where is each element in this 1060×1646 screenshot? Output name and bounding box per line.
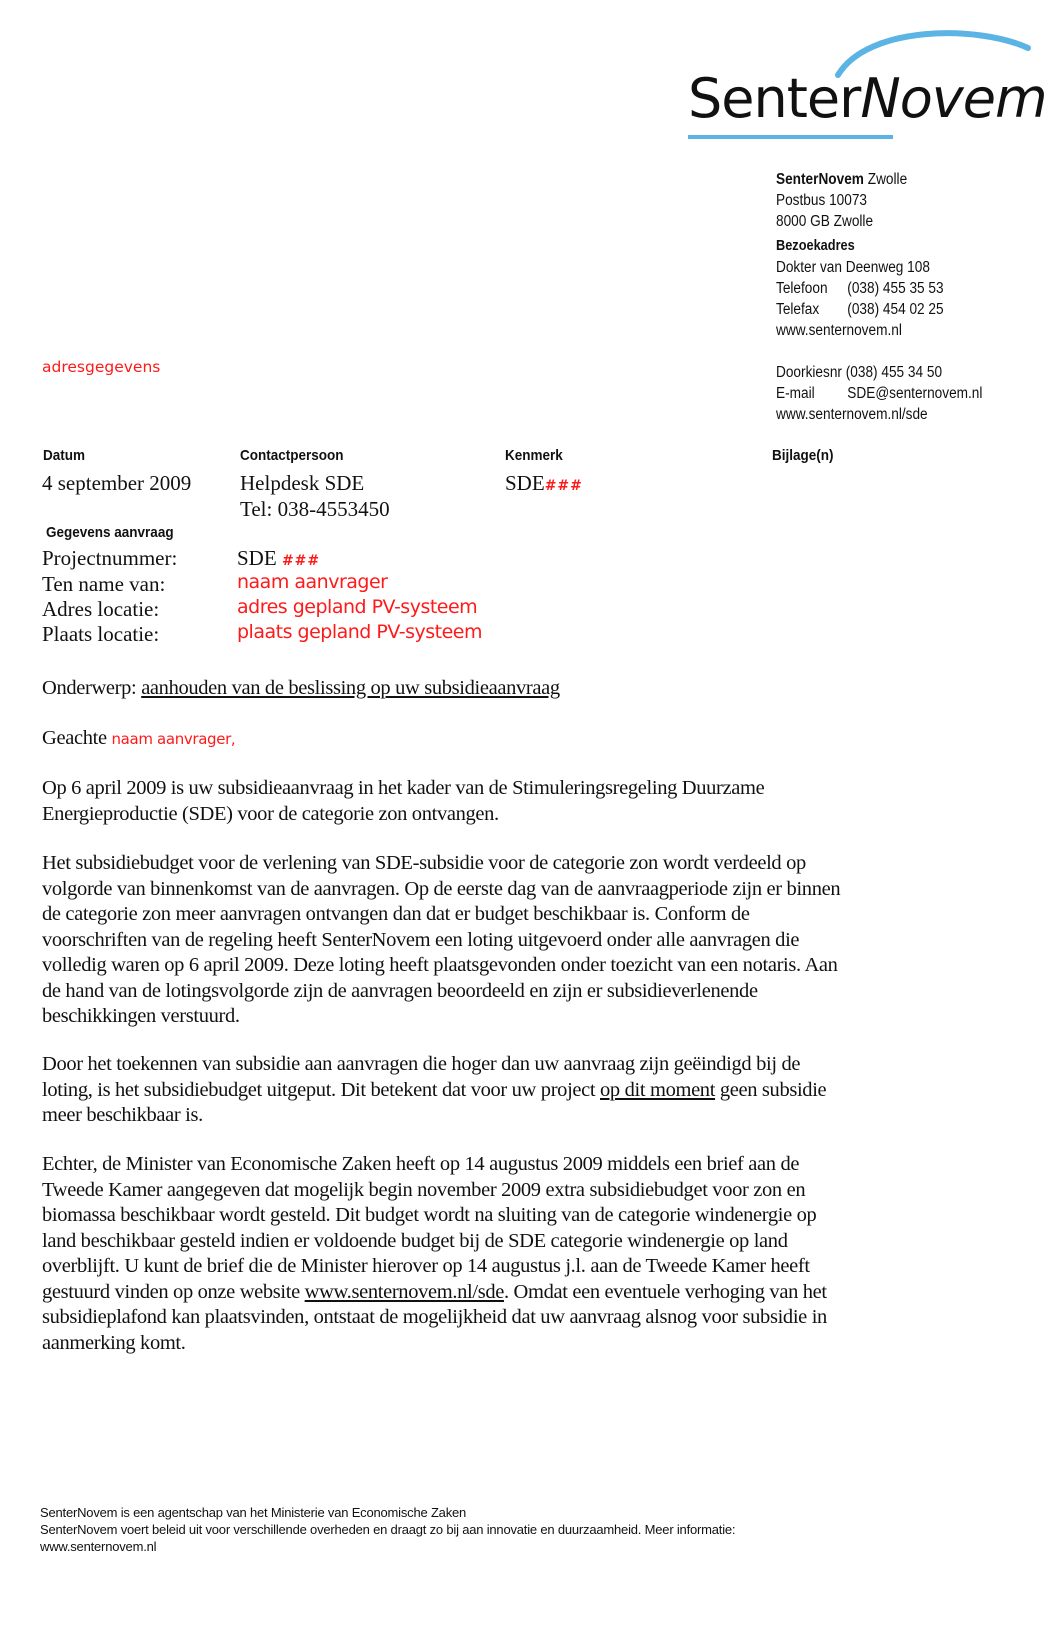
footer-line-2: SenterNovem voert beleid uit voor verschillende overheden en draagt zo bij aan innovatie en duurzaamheid. Meer informatie:	[40, 1522, 736, 1537]
sender-phone: Telefoon (038) 455 35 53	[776, 280, 944, 297]
date-label: Datum	[43, 447, 86, 464]
footer	[40, 1504, 735, 1555]
recipient-address-placeholder: adresgegevens	[42, 358, 161, 376]
visit-address-header: Bezoekadres	[776, 238, 855, 254]
contact-phone: Tel: 038-4553450	[240, 497, 390, 521]
emphasis-underline: op dit moment	[600, 1078, 716, 1101]
logo-wordmark	[688, 67, 1047, 130]
logo-novem: Novem	[860, 67, 1047, 130]
project-number-placeholder: ###	[281, 553, 321, 569]
sender-block	[776, 169, 982, 425]
paragraph-3: Door het toekennen van subsidie aan aanvragen die hoger dan uw aanvraag zijn geëindigd bij de loting, is het subsidiebudget uitgeput. Dit betekent dat voor uw project op dit moment geen subsidie meer beschikbaar is.	[42, 1053, 827, 1126]
website-link[interactable]: www.senternovem.nl/sde	[304, 1280, 504, 1303]
subject-text: aanhouden van de beslissing op uw subsidieaanvraag	[141, 677, 560, 699]
salutation: Geachte naam aanvrager,	[42, 727, 236, 749]
sender-postbus: Postbus 10073	[776, 192, 868, 209]
subject-line: Onderwerp: aanhouden van de beslissing op uw subsidieaanvraag	[42, 677, 560, 699]
footer-website[interactable]: www.senternovem.nl	[40, 1539, 157, 1554]
visit-street: Dokter van Deenweg 108	[776, 259, 930, 276]
address-placeholder: adres gepland PV-systeem	[237, 596, 478, 618]
request-row-name: Ten name van: naam aanvrager	[42, 571, 388, 596]
paragraph-2: Het subsidiebudget voor de verlening van SDE-subsidie voor de categorie zon wordt verdeeld op volgorde van binnenkomst van de aanvragen. Op de eerste dag van de aanvraagperiode zijn er binnen de categorie zon meer aanvragen ontvangen dan dat er budget beschikbaar is. Conform de voorschriften van de regeling heeft SenterNovem een loting uitgevoerd onder alle aanvragen die volledig waren op 6 april 2009. Deze loting heeft plaatsgevonden onder toezicht van een notaris. Aan de hand van de lotingsvolgorde zijn de aanvragen beoordeeld en zijn er subsidieverlenende beschikkingen verstuurd.	[42, 852, 841, 1027]
request-row-place: Plaats locatie: plaats gepland PV-systeem	[42, 621, 482, 646]
paragraph-1: Op 6 april 2009 is uw subsidieaanvraag in het kader van de Stimuleringsregeling Duurzame Energieproductie (SDE) voor de categorie zon ontvangen.	[42, 777, 765, 825]
request-row-address: Adres locatie: adres gepland PV-systeem	[42, 596, 478, 621]
sender-website[interactable]: www.senternovem.nl	[776, 322, 902, 339]
request-title: Gegevens aanvraag	[46, 524, 174, 541]
date-value: 4 september 2009	[42, 471, 192, 495]
logo-senter: Senter	[688, 67, 861, 130]
reference-placeholder: ###	[544, 478, 583, 494]
sender-fax: Telefax (038) 454 02 25	[776, 301, 944, 318]
attachments-label: Bijlage(n)	[772, 447, 834, 464]
sender-email: E-mail SDE@senternovem.nl	[776, 385, 983, 402]
salutation-name-placeholder: naam aanvrager,	[111, 730, 236, 748]
request-row-projectnumber: Projectnummer: SDE ###	[42, 546, 321, 570]
reference-value: SDE###	[505, 471, 583, 495]
reference-label: Kenmerk	[505, 447, 563, 464]
footer-line-1: SenterNovem is een agentschap van het Ministerie van Economische Zaken	[40, 1505, 467, 1520]
place-placeholder: plaats gepland PV-systeem	[237, 621, 482, 643]
contact-label: Contactpersoon	[240, 447, 344, 464]
sender-postcode: 8000 GB Zwolle	[776, 213, 874, 230]
contact-name: Helpdesk SDE	[240, 471, 365, 495]
senternovem-logo	[688, 20, 1047, 130]
direct-line: Doorkiesnr (038) 455 34 50	[776, 364, 943, 381]
paragraph-4: Echter, de Minister van Economische Zaken heeft op 14 augustus 2009 middels een brief aan de Tweede Kamer aangegeven dat mogelijk begin november 2009 extra subsidiebudget voor zon en biomassa beschikbaar wordt gesteld. Dit budget wordt na sluiting van de categorie windenergie op land beschikbaar gesteld indien er voldoende budget bij de SDE categorie windenergie op land overblijft. U kunt de brief die de Minister hierover op 14 augustus j.l. aan de Tweede Kamer heeft gestuurd vinden op onze website www.senternovem.nl/sde. Omdat een eventuele verhoging van het subsidieplafond kan plaatsvinden, ontstaat de mogelijkheid dat uw aanvraag alsnog voor subsidie in aanmerking komt.	[42, 1153, 827, 1354]
applicant-name-placeholder: naam aanvrager	[237, 571, 388, 593]
email-link[interactable]: SDE@senternovem.nl	[847, 385, 983, 402]
logo-underline	[688, 135, 893, 139]
sender-org: SenterNovem Zwolle	[776, 171, 908, 188]
sender-website-sde[interactable]: www.senternovem.nl/sde	[776, 406, 928, 423]
